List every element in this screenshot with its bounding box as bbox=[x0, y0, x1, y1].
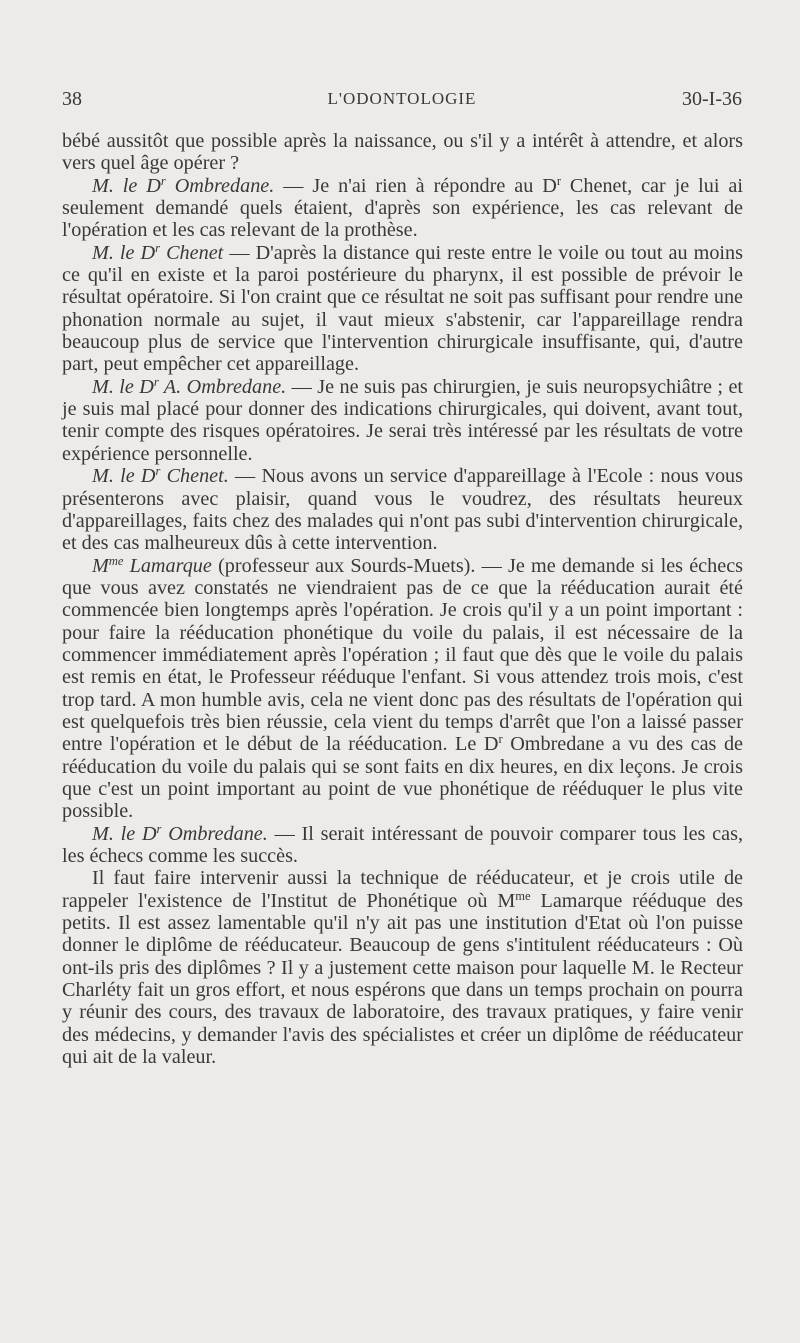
issue-date: 30-I-36 bbox=[682, 88, 742, 110]
paragraph-1: bébé aussitôt que possible après la naissance, ou s'il y a intérêt à attendre, et alors vers quel âge opérer ? bbox=[62, 130, 743, 175]
speaker-name: $M^{me}$ Lamarque bbox=[92, 553, 212, 577]
journal-title: L'ODONTOLOGIE bbox=[327, 89, 477, 108]
speaker-name: M. le $D^r$ Chenet bbox=[92, 240, 224, 264]
paragraph-2: M. le $D^r$ Ombredane. — Je n'ai rien à répondre au $D^r$ Chenet, car je lui ai seulement demandé quels étaient, d'après son expérience, les cas relevant de l'opération et les cas relevant de la prothèse. bbox=[62, 173, 743, 242]
paragraph-7: M. le $D^r$ Ombredane. — Il serait intéressant de pouvoir comparer tous les cas, les échecs comme les succès. bbox=[62, 821, 743, 867]
paragraph-5: M. le $D^r$ Chenet. — Nous avons un service d'appareillage à l'Ecole : nous vous présenterons avec plaisir, quand vous le voudrez, des résultats heureux d'appareillages, faits chez des malades qui n'ont pas subi d'intervention chirurgicale, et des cas malheureux dûs à cette intervention. bbox=[62, 464, 743, 555]
paragraph-3: M. le $D^r$ Chenet — D'après la distance qui reste entre le voile ou tout au moins ce qu'il en existe et la paroi postérieure du pharynx, il est possible de prévoir le résultat opératoire. Si l'on craint que ce résultat ne soit pas suffisant pour rendre une phonation normale au sujet, il vaut mieux s'abstenir, car l'appareillage rendra beaucoup plus de service que l'intervention chirurgicale insuffisante, qui, d'autre part, peut empêcher cet appareillage. bbox=[62, 240, 743, 376]
paragraph-8: Il faut faire intervenir aussi la technique de rééducateur, et je crois utile de rappeler l'existence de l'Institut de Phonétique où $M^{me}$ Lamarque rééduque des petits. Il est assez lamentable qu'il n'y ait pas une institution d'Etat où l'on puisse donner le diplôme de rééducateur. Beaucoup de gens s'intitulent rééducateurs : Où ont-ils pris des diplômes ? Il y a justement cette maison pour laquelle M. le Recteur Charléty fait un gros effort, et nous espérons que dans un temps prochain on pourra y réunir des cours, des travaux de laboratoire, des travaux pratiques, y faire venir des médecins, y demander l'avis des spécialistes et créer un diplôme de rééducateur qui ait de la valeur. bbox=[62, 867, 744, 1069]
speaker-name: M. le $D^r$ Ombredane. bbox=[92, 821, 268, 845]
page-number: 38 bbox=[62, 88, 82, 110]
speaker-name: M. le $D^r$ Ombredane. bbox=[92, 173, 275, 197]
page-header bbox=[62, 86, 742, 112]
paragraph-6: $M^{me}$ Lamarque (professeur aux Sourds-Muets). — Je me demande si les échecs que vous avez constatés ne viendraient pas de ce que la rééducation aurait été commencée bien longtemps après l'opération. Je crois qu'il y a un point important : pour faire la rééducation phonétique du voile du palais, il est nécessaire de la commencer immédiatement après l'opération ; il faut que dès que le voile du palais est remis en état, le Professeur rééduque l'enfant. Si vous attendez trois mois, c'est trop tard. A mon humble avis, cela ne vient donc pas des résultats de l'opération qui est quelquefois très bien réussie, cela vient du temps d'arrêt que l'on a laissé passer entre l'opération et le début de la rééducation. Le $D^r$ Ombredane a vu des cas de rééducation du voile du palais qui se sont faits en dix heures, en dix leçons. Je crois que c'est un point important au point de vue phonétique de rééduquer le plus vite possible. bbox=[62, 553, 744, 823]
paragraph-4: M. le $D^r$ A. Ombredane. — Je ne suis pas chirurgien, je suis neuropsychiâtre ; et je suis mal placé pour donner des indications chirurgicales, qui doivent, avant tout, tenir compte des risques opératoires. Je serai très intéressé par les résultats de votre expérience personnelle. bbox=[62, 374, 744, 465]
body-text bbox=[62, 130, 743, 1068]
speaker-name: M. le $D^r$ A. Ombredane. bbox=[92, 374, 287, 398]
speaker-name: M. le $D^r$ Chenet. bbox=[92, 464, 229, 488]
